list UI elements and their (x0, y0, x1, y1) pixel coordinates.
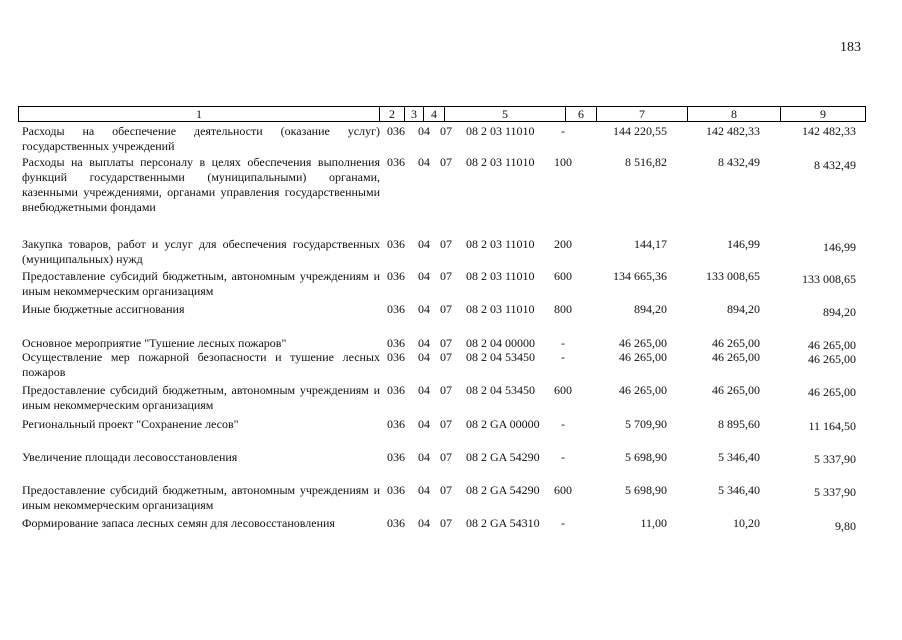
row-value-2022: 5 346,40 (718, 483, 760, 497)
row-rz: 04 (418, 269, 430, 283)
row-ved: 036 (387, 483, 405, 497)
row-csr: 08 2 04 53450 (466, 383, 535, 397)
row-ved: 036 (387, 155, 405, 169)
row-pr: 07 (440, 350, 452, 364)
row-pr: 07 (440, 383, 452, 397)
header-col-8: 8 (688, 107, 781, 121)
row-vr: 600 (554, 483, 572, 497)
row-value-2021: 46 265,00 (619, 383, 667, 397)
row-value-2022: 133 008,65 (706, 269, 760, 283)
row-value-2021: 144,17 (634, 237, 667, 251)
row-vr: - (561, 516, 565, 530)
row-pr: 07 (440, 237, 452, 251)
row-vr: 800 (554, 302, 572, 316)
row-vr: 200 (554, 237, 572, 251)
row-value-2022: 894,20 (727, 302, 760, 316)
header-col-1: 1 (19, 107, 380, 121)
row-rz: 04 (418, 124, 430, 138)
row-vr: - (561, 350, 565, 364)
header-col-3: 3 (405, 107, 424, 121)
row-value-2021: 894,20 (634, 302, 667, 316)
row-rz: 04 (418, 336, 430, 350)
row-vr: - (561, 336, 565, 350)
row-rz: 04 (418, 516, 430, 530)
row-value-2022: 10,20 (733, 516, 760, 530)
row-csr: 08 2 03 11010 (466, 124, 535, 138)
row-csr: 08 2 GA 54290 (466, 483, 540, 497)
row-name: Основное мероприятие "Тушение лесных пожаров" (22, 336, 287, 350)
row-pr: 07 (440, 124, 452, 138)
row-value-2022: 142 482,33 (706, 124, 760, 138)
row-name: Увеличение площади лесовосстановления (22, 450, 238, 464)
row-vr: 600 (554, 383, 572, 397)
row-rz: 04 (418, 302, 430, 316)
row-ved: 036 (387, 237, 405, 251)
row-value-2022: 46 265,00 (712, 336, 760, 350)
row-name: Предоставление субсидий бюджетным, автономным учреждениям и иным некоммерческим организациям (22, 483, 380, 512)
row-value-2022: 8 432,49 (718, 155, 760, 169)
row-vr: - (561, 450, 565, 464)
row-vr: 600 (554, 269, 572, 283)
row-value-2023: 5 337,90 (814, 485, 856, 499)
row-value-2022: 8 895,60 (718, 417, 760, 431)
row-name: Закупка товаров, работ и услуг для обеспечения государственных (муниципальных) нужд (22, 237, 380, 266)
row-vr: - (561, 417, 565, 431)
page-number: 183 (840, 40, 861, 55)
row-value-2022: 46 265,00 (712, 350, 760, 364)
header-col-4: 4 (424, 107, 445, 121)
row-pr: 07 (440, 155, 452, 169)
row-rz: 04 (418, 383, 430, 397)
row-pr: 07 (440, 450, 452, 464)
row-value-2021: 46 265,00 (619, 336, 667, 350)
row-csr: 08 2 04 53450 (466, 350, 535, 364)
row-csr: 08 2 04 00000 (466, 336, 535, 350)
row-csr: 08 2 GA 00000 (466, 417, 540, 431)
row-ved: 036 (387, 269, 405, 283)
row-value-2021: 5 709,90 (625, 417, 667, 431)
row-ved: 036 (387, 516, 405, 530)
row-pr: 07 (440, 302, 452, 316)
row-vr: - (561, 124, 565, 138)
row-ved: 036 (387, 124, 405, 138)
row-value-2023: 46 265,00 (808, 385, 856, 399)
row-name: Осуществление мер пожарной безопасности и тушение лесных пожаров (22, 350, 380, 379)
row-rz: 04 (418, 237, 430, 251)
row-value-2023: 146,99 (823, 240, 856, 254)
table-header (18, 106, 866, 122)
row-name: Предоставление субсидий бюджетным, автономным учреждениям и иным некоммерческим организациям (22, 383, 380, 412)
row-value-2023: 5 337,90 (814, 452, 856, 466)
row-value-2023: 9,80 (835, 519, 856, 533)
row-pr: 07 (440, 516, 452, 530)
row-value-2023: 46 265,00 (808, 338, 856, 352)
row-csr: 08 2 03 11010 (466, 302, 535, 316)
header-col-6: 6 (566, 107, 597, 121)
row-value-2023: 46 265,00 (808, 352, 856, 366)
row-ved: 036 (387, 450, 405, 464)
row-pr: 07 (440, 417, 452, 431)
row-value-2023: 142 482,33 (802, 124, 856, 138)
row-value-2023: 133 008,65 (802, 272, 856, 286)
row-name: Иные бюджетные ассигнования (22, 302, 185, 316)
row-value-2023: 8 432,49 (814, 158, 856, 172)
row-csr: 08 2 03 11010 (466, 237, 535, 251)
row-value-2021: 144 220,55 (613, 124, 667, 138)
row-value-2021: 8 516,82 (625, 155, 667, 169)
row-value-2022: 146,99 (727, 237, 760, 251)
row-csr: 08 2 GA 54290 (466, 450, 540, 464)
row-ved: 036 (387, 336, 405, 350)
row-ved: 036 (387, 417, 405, 431)
row-value-2021: 5 698,90 (625, 483, 667, 497)
row-rz: 04 (418, 155, 430, 169)
row-name: Расходы на выплаты персоналу в целях обеспечения выполнения функций государственными (муниципальными) органами, казенными учреждениями, органами управления государственными внебюджетными фондами (22, 155, 380, 214)
row-pr: 07 (440, 269, 452, 283)
row-csr: 08 2 GA 54310 (466, 516, 540, 530)
row-ved: 036 (387, 350, 405, 364)
row-csr: 08 2 03 11010 (466, 269, 535, 283)
row-ved: 036 (387, 383, 405, 397)
row-value-2022: 5 346,40 (718, 450, 760, 464)
row-vr: 100 (554, 155, 572, 169)
row-pr: 07 (440, 336, 452, 350)
row-value-2021: 5 698,90 (625, 450, 667, 464)
header-col-7: 7 (597, 107, 688, 121)
row-rz: 04 (418, 350, 430, 364)
header-col-9: 9 (820, 107, 826, 121)
row-value-2021: 11,00 (640, 516, 667, 530)
row-ved: 036 (387, 302, 405, 316)
row-name: Расходы на обеспечение деятельности (оказание услуг) государственных учреждений (22, 124, 380, 153)
row-name: Региональный проект "Сохранение лесов" (22, 417, 239, 431)
row-name: Формирование запаса лесных семян для лесовосстановления (22, 516, 335, 530)
row-pr: 07 (440, 483, 452, 497)
row-value-2021: 134 665,36 (613, 269, 667, 283)
row-name: Предоставление субсидий бюджетным, автономным учреждениям и иным некоммерческим организациям (22, 269, 380, 298)
row-value-2022: 46 265,00 (712, 383, 760, 397)
row-rz: 04 (418, 483, 430, 497)
header-col-2: 2 (380, 107, 405, 121)
row-rz: 04 (418, 450, 430, 464)
row-csr: 08 2 03 11010 (466, 155, 535, 169)
header-col-5: 5 (445, 107, 566, 121)
row-rz: 04 (418, 417, 430, 431)
row-value-2023: 11 164,50 (808, 419, 856, 433)
row-value-2021: 46 265,00 (619, 350, 667, 364)
row-value-2023: 894,20 (823, 305, 856, 319)
